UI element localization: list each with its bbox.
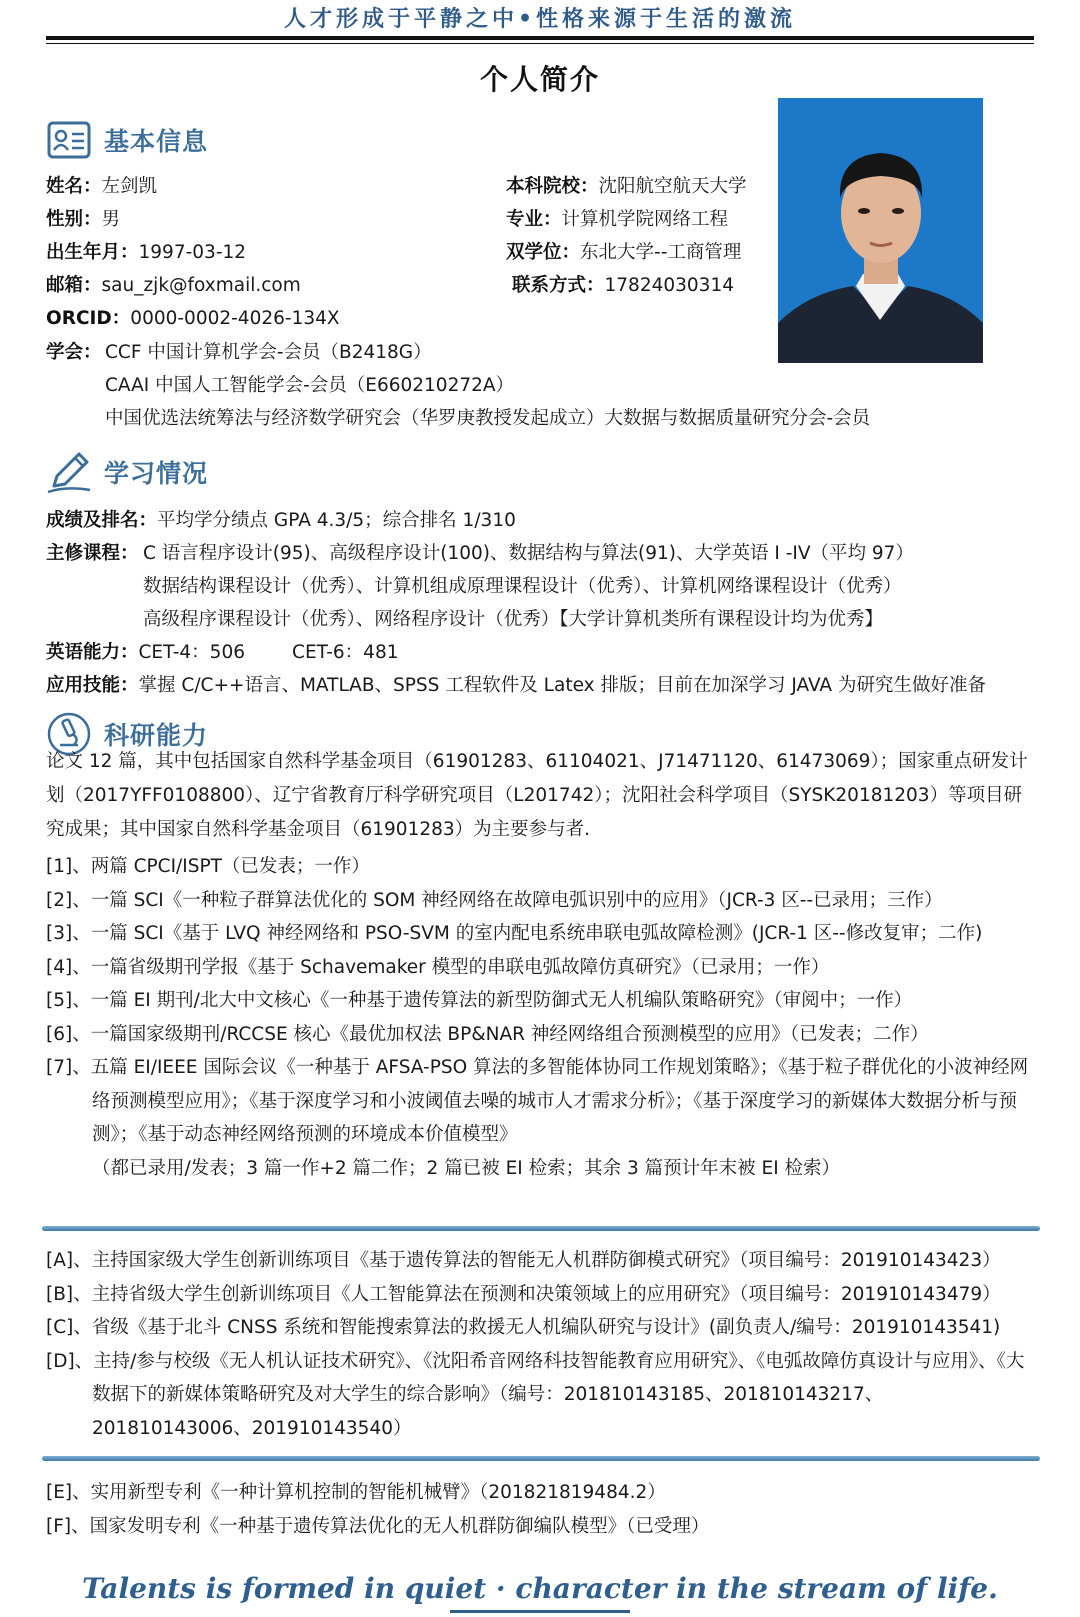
patent-item: [E]、实用新型专利《一种计算机控制的智能机械臂》（201821819484.2）	[46, 1482, 666, 1503]
section-basic-info	[46, 118, 208, 162]
project-item: [A]、主持国家级大学生创新训练项目《基于遗传算法的智能无人机群防御模式研究》（项目编号：201910143423）	[46, 1250, 1001, 1271]
section-title-study: 学习情况	[104, 459, 209, 488]
study-courses-label: 主修课程：	[46, 543, 139, 564]
paper-list	[46, 850, 1038, 1185]
section-divider	[42, 1456, 1040, 1461]
society-item: CCF 中国计算机学会-会员（B2418G）	[105, 342, 432, 363]
paper-item: [2]、一篇 SCI《一种粒子群算法优化的 SOM 神经网络在故障电弧识别中的应用》（JCR-3 区--已录用；三作）	[46, 889, 943, 911]
study-english: 英语能力：CET-4：506 CET-6：481	[46, 642, 399, 663]
info-birth: 出生年月：1997-03-12	[46, 242, 247, 263]
info-university: 本科院校：沈阳航空航天大学	[506, 176, 747, 197]
project-item: [B]、主持省级大学生创新训练项目《人工智能算法在预测和决策领域上的应用研究》（项目编号：201910143479）	[46, 1283, 1001, 1305]
pencil-icon	[46, 450, 92, 494]
course-line: C 语言程序设计(95)、高级程序设计(100)、数据结构与算法(91)、大学英语 I -IV（平均 97）	[143, 543, 914, 564]
page-title: 个人简介	[479, 63, 600, 96]
patent-item: [F]、国家发明专利《一种基于遗传算法优化的无人机群防御编队模型》（已受理）	[46, 1515, 710, 1537]
profile-photo	[778, 98, 983, 363]
course-line: 数据结构课程设计（优秀）、计算机组成原理课程设计（优秀）、计算机网络课程设计（优秀）	[143, 576, 902, 597]
paper-item: [7]、五篇 EI/IEEE 国际会议《一种基于 AFSA-PSO 算法的多智能体协同工作规划策略》；《基于粒子群优化的小波神经网络预测模型应用》；《基于深度学习和小波阈值去噪的城市人才需求分析》；《基于深度学习的新媒体大数据分析与预测》；《基于动态神经网络预测的环境成本价值模型》	[46, 1057, 1029, 1145]
info-email: 邮箱：sau_zjk@foxmail.com	[46, 275, 301, 296]
header-motto: 人才形成于平静之中•性格来源于生活的激流	[283, 6, 797, 32]
section-title-basic: 基本信息	[104, 127, 209, 156]
footer-motto: Talents is formed in quiet · character in the stream of life.	[82, 1572, 998, 1605]
id-card-icon	[46, 118, 92, 162]
section-divider	[42, 1226, 1040, 1231]
header-rule-thick	[46, 36, 1034, 40]
info-gender: 性别：男	[46, 209, 121, 230]
society-item: CAAI 中国人工智能学会-会员（E660210272A）	[105, 375, 515, 396]
papers-note: （都已录用/发表；3 篇一作+2 篇二作；2 篇已被 EI 检索；其余 3 篇预计年末被 EI 检索）	[92, 1157, 841, 1179]
paper-item: [4]、一篇省级期刊学报《基于 Schavemaker 模型的串联电弧故障仿真研究》（已录用；一作）	[46, 956, 830, 978]
paper-item: [5]、一篇 EI 期刊/北大中文核心《一种基于遗传算法的新型防御式无人机编队策略研究》（审阅中；一作）	[46, 990, 913, 1011]
info-orcid: ORCID：0000-0002-4026-134X	[46, 308, 340, 329]
course-line: 高级程序课程设计（优秀）、网络程序设计（优秀）【大学计算机类所有课程设计均为优秀】	[143, 609, 884, 630]
project-item: [D]、主持/参与校级《无人机认证技术研究》、《沈阳希音网络科技智能教育应用研究》、《电弧故障仿真设计与应用》、《大数据下的新媒体策略研究及对大学生的综合影响》（编号：201810143185、201810143217、201810143006、201910143540）	[46, 1350, 1025, 1439]
paper-item: [6]、一篇国家级期刊/RCCSE 核心《最优加权法 BP&NAR 神经网络组合预测模型的应用》（已发表；二作）	[46, 1023, 929, 1045]
study-skills: 应用技能：掌握 C/C++语言、MATLAB、SPSS 工程软件及 Latex 排版；目前在加深学习 JAVA 为研究生做好准备	[46, 675, 986, 696]
project-list	[46, 1244, 1038, 1445]
section-study	[46, 450, 208, 494]
info-society-label: 学会：	[46, 342, 102, 363]
info-contact: 联系方式：17824030314	[512, 275, 734, 296]
patent-list	[46, 1476, 1038, 1543]
section-title-research: 科研能力	[104, 721, 209, 750]
paper-item: [1]、两篇 CPCI/ISPT（已发表；一作）	[46, 856, 370, 877]
footer-underline	[450, 1610, 630, 1613]
info-name: 姓名：左剑凯	[46, 176, 158, 197]
project-item: [C]、省级《基于北斗 CNSS 系统和智能搜索算法的救援无人机编队研究与设计》(副负责人/编号：201910143541)	[46, 1317, 1001, 1338]
info-double-degree: 双学位：东北大学--工商管理	[506, 242, 742, 263]
research-intro: 论文 12 篇，其中包括国家自然科学基金项目（61901283、61104021、J71471120、61473069）；国家重点研发计划（2017YFF0108800）、辽宁省教育厅科学研究项目（L201742）；沈阳社会科学项目（SYSK20181203）等项目研究成果；其中国家自然科学基金项目（61901283）为主要参与者.	[46, 751, 1028, 840]
study-grade: 成绩及排名：平均学分绩点 GPA 4.3/5；综合排名 1/310	[46, 510, 516, 531]
paper-item: [3]、一篇 SCI《基于 LVQ 神经网络和 PSO-SVM 的室内配电系统串联电弧故障检测》(JCR-1 区--修改复审；二作)	[46, 923, 983, 944]
header-rule-thin	[46, 43, 1034, 44]
info-major: 专业：计算机学院网络工程	[506, 209, 729, 230]
society-item: 中国优选法统筹法与经济数学研究会（华罗庚教授发起成立）大数据与数据质量研究分会-会员	[105, 408, 871, 429]
